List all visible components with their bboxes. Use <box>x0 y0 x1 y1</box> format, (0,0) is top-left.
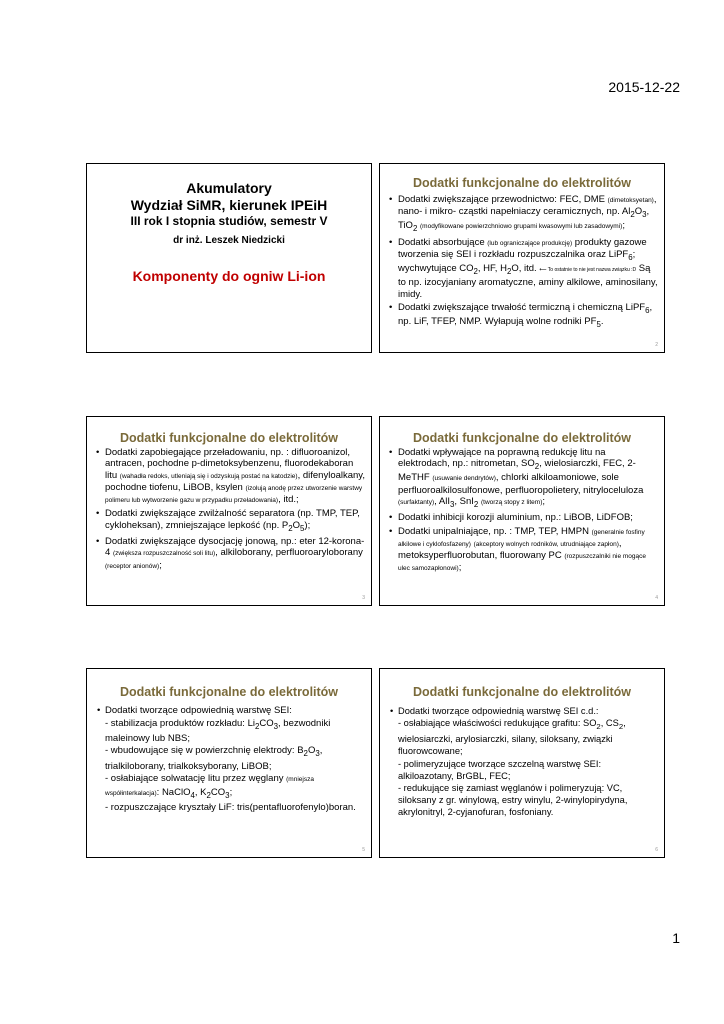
bullet-item: • Dodatki wpływające na poprawną redukcję litu na elektrodach, np.: nitrometan, $SO_2$, wielosiarczki, FEC, 2-MeTHF (usuwanie dendrytów), chlorki alkiloamoniowe, sole perfluoroalkilosulfonowe, perfluoropolietery, nitryloceluloza (surfaktanty), AlI$_3$, SnI$_2$ (tworzą stopy z litem); <box>398 447 658 510</box>
study-year-line: III rok I stopnia studiów, semestr V <box>130 214 328 228</box>
slide-6 <box>379 668 665 858</box>
slide-title: Dodatki funkcjonalne do elektrolitów <box>412 431 632 445</box>
content-line: - osłabiające właściwości redukujące grafitu: $SO_2$, $CS_2$, wielosiarczki, arylosiarczki, silany, siloksany, związki fluorowcowane; <box>398 718 626 757</box>
slide-bullets <box>398 194 658 330</box>
bullet-item: • Dodatki unipalniające, np. : TMP, TEP, HMPN (generalnie fosfiny alkilowe i cyklofosfazeny) (akceptory wolnych rodników, utrudniające zapłon), metoksyperfluorobutan, fluorowany PC (rozpuszczalniki nie mogące ulec samozapłonowi); <box>398 526 658 575</box>
content-line: - rozpuszczające kryształy LiF: tris(pentafluorofenylo)boran. <box>105 802 356 814</box>
slide-title: Dodatki funkcjonalne do elektrolitów <box>412 176 632 190</box>
bullet-item: • Dodatki inhibicji korozji aluminium, np.: LiBOB, LiDFOB; <box>398 512 658 523</box>
author: dr inż. Leszek Niedzicki <box>173 235 285 246</box>
bullet-item: • Dodatki zapobiegające przeładowaniu, np. : difluoroanizol, antracen, pochodne p-dimetoksybenzenu, fluorodekaboran litu (wahadła redoks, utleniają się i odzyskują postać na katodzie), difenyloalkany, pochodne tiofenu, LiBOB, ksylen (izolują anodę przez utworzenie warstwy polimeru lub wytworzenie gazu w przypadku przeładowania), itd.; <box>105 447 365 506</box>
content-line: - polimeryzujące tworzące szczelną warstwę SEI: alkiloazotany, BrGBL, FEC; <box>398 758 602 781</box>
bullet-item: • Dodatki zwiększające zwilżalność separatora (np. TMP, TEP, cykloheksan), zmniejszające lepkość (np. $P_2O_5$); <box>105 508 365 533</box>
bullet-item: • Dodatki absorbujące (lub ograniczające produkcję) produkty gazowe tworzenia się SEI i rozkładu rozpuszczalnika oraz LiPF$_6$; wychwytujące $CO_2$, HF, $H_2O$, itd. ⟵ To ostatnie to nie jest nazwa związku :D Są to np. izocyjaniany aromatyczne, aminy alkilowe, aminosilany, imidy. <box>398 237 658 300</box>
course-title: Akumulatory <box>186 180 272 196</box>
slide-5 <box>86 668 372 858</box>
bullet-item: • Dodatki zwiększające trwałość termiczną i chemiczną LiPF$_6$, np. LiF, TFEP, NMP. Wyłapują wolne rodniki $PF_5$. <box>398 302 658 330</box>
lecture-topic: Komponenty do ogniw Li-ion <box>132 268 326 284</box>
bullet-item: • Dodatki zwiększające przewodnictwo: FEC, DME (dimetoksyetan), nano- i mikro- cząstki napełniaczy ceramicznych, np. $Al_2O_3$, TiO$_2$ (modyfikowane powierzchniowo grupami kwasowymi lub zasadowymi); <box>398 194 658 235</box>
bullet-item: • Dodatki tworzące odpowiednią warstwę SEI: <box>105 705 363 718</box>
slide-title: Dodatki funkcjonalne do elektrolitów <box>119 685 339 699</box>
faculty-line: Wydział SiMR, kierunek IPEiH <box>130 197 328 213</box>
bullet-item: • Dodatki zwiększające dysocjację jonową, np.: eter 12-korona-4 (zwiększa rozpuszczalność soli litu), alkiloborany, perfluoroaryloborany (receptor anionów); <box>105 536 365 572</box>
content-line: - wbudowujące się w powierzchnię elektrody: $B_2O_3$, trialkiloborany, trialkoksyborany, LiBOB; <box>105 745 323 772</box>
slide-1 <box>86 163 372 353</box>
slide-bullets <box>398 447 658 575</box>
slide-number: 6 <box>655 847 658 853</box>
slide-title: Dodatki funkcjonalne do elektrolitów <box>412 685 632 699</box>
page-number: 1 <box>672 930 680 946</box>
slide-number: 4 <box>655 595 658 601</box>
slide-title: Dodatki funkcjonalne do elektrolitów <box>119 431 339 445</box>
slide-2 <box>379 163 665 353</box>
slide-content <box>398 705 656 819</box>
slide-bullets <box>105 447 365 572</box>
content-line: - osłabiające solwatację litu przez węglany (mniejsza współinterkalacja): NaClO$_4$, $K_2CO_3$; <box>105 773 314 800</box>
slide-content <box>105 705 363 815</box>
slide-3 <box>86 416 372 606</box>
content-line: - stabilizacja produktów rozkładu: $Li_2CO_3$, bezwodniki maleinowy lub NBS; <box>105 717 331 744</box>
slide-number: 5 <box>362 847 365 853</box>
slide-4 <box>379 416 665 606</box>
content-line: - redukujące się zamiast węglanów i polimeryzują: VC, siloksany z gr. winylową, estry winylu, 2-winylopirydyna, akrylonitryl, 2-cyjanofuran, fosfoniany. <box>398 783 628 818</box>
slide-number: 3 <box>362 595 365 601</box>
slide-number: 2 <box>655 342 658 348</box>
page-date: 2015-12-22 <box>608 79 680 95</box>
bullet-item: • Dodatki tworzące odpowiednią warstwę SEI c.d.: <box>398 705 656 717</box>
